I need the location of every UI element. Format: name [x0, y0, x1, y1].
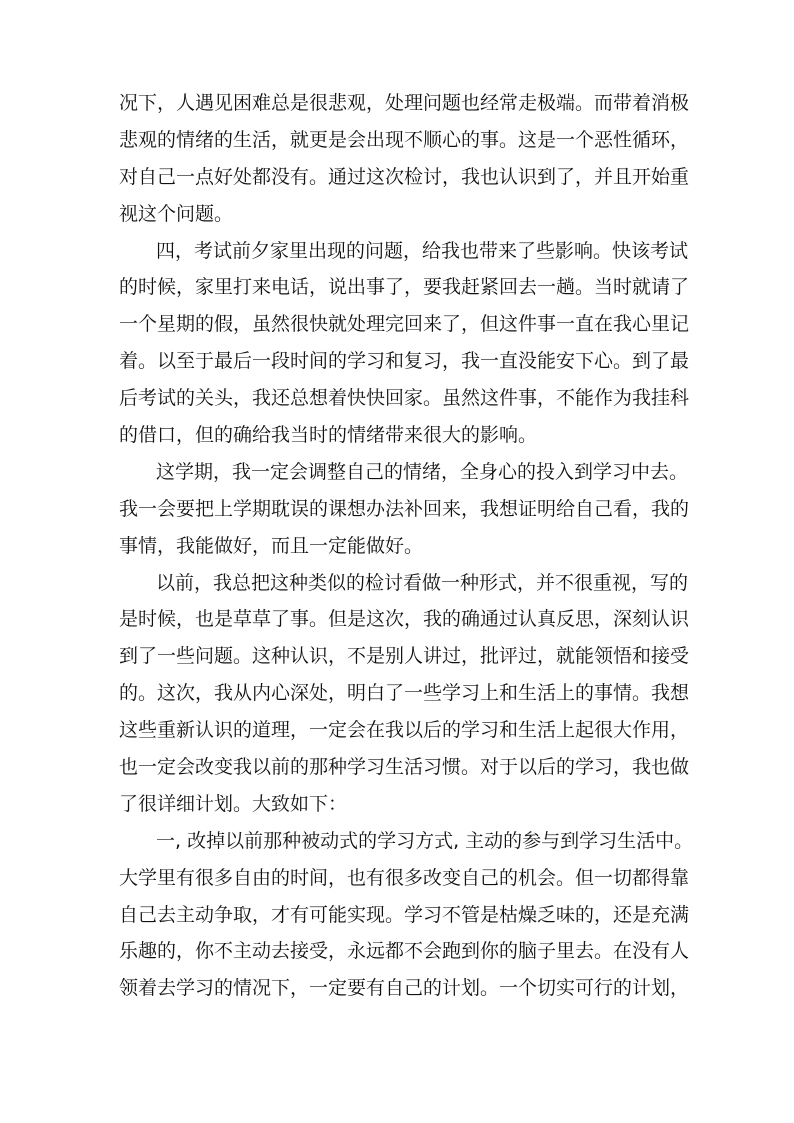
- paragraph-first-line: 以前，我总把这种类似的检讨看做一种形式，并不很重视，写的: [156, 571, 689, 594]
- text-line: 也一定会改变我以前的那种学习生活习惯。对于以后的学习，我也做: [119, 756, 690, 779]
- text-line: 事情，我能做好，而且一定能做好。: [119, 534, 424, 557]
- text-line: 了很详细计划。大致如下：: [119, 792, 348, 815]
- text-line: 一个星期的假，虽然很快就处理完回来了，但这件事一直在我心里记: [119, 313, 690, 336]
- text-line: 领着去学习的情况下，一定要有自己的计划。一个切实可行的计划，: [119, 977, 690, 1000]
- body-text: [119, 85, 694, 1007]
- text-line: 况下，人遇见困难总是很悲观，处理问题也经常走极端。而带着消极: [119, 92, 690, 114]
- text-line: 是时候，也是草草了事。但是这次，我的确通过认真反思，深刻认识: [119, 608, 690, 631]
- paragraph-first-line: 一, 改掉以前那种被动式的学习方式, 主动的参与到学习生活中。: [156, 829, 694, 852]
- text-line: 大学里有很多自由的时间，也有很多改变自己的机会。但一切都得靠: [119, 866, 690, 889]
- text-line: 着。以至于最后一段时间的学习和复习，我一直没能安下心。到了最: [119, 350, 690, 373]
- text-line: 的。这次，我从内心深处，明白了一些学习上和生活上的事情。我想: [119, 682, 690, 705]
- text-line: 悲观的情绪的生活，就更是会出现不顺心的事。这是一个恶性循环，: [119, 128, 690, 151]
- text-line: 自己去主动争取，才有可能实现。学习不管是枯燥乏味的，还是充满: [119, 903, 690, 926]
- paragraph-first-line: 这学期，我一定会调整自己的情绪，全身心的投入到学习中去。: [156, 460, 689, 483]
- text-line: 视这个问题。: [119, 202, 234, 225]
- text-line: 的借口，但的确给我当时的情绪带来很大的影响。: [119, 424, 538, 447]
- text-line: 对自己一点好处都没有。通过这次检讨，我也认识到了，并且开始重: [119, 165, 690, 188]
- text-line: 我一会要把上学期耽误的课想办法补回来，我想证明给自己看，我的: [119, 497, 690, 520]
- text-line: 这些重新认识的道理，一定会在我以后的学习和生活上起很大作用，: [119, 719, 690, 742]
- paragraph-first-line: 四，考试前夕家里出现的问题，给我也带来了些影响。快该考试: [156, 239, 689, 262]
- text-line: 后考试的关头，我还总想着快快回家。虽然这件事，不能作为我挂科: [119, 387, 690, 410]
- text-line: 的时候，家里打来电话，说出事了，要我赶紧回去一趟。当时就请了: [119, 276, 690, 299]
- text-line: 到了一些问题。这种认识，不是别人讲过，批评过，就能领悟和接受: [119, 645, 690, 668]
- text-line: 乐趣的，你不主动去接受，永远都不会跑到你的脑子里去。在没有人: [119, 940, 690, 963]
